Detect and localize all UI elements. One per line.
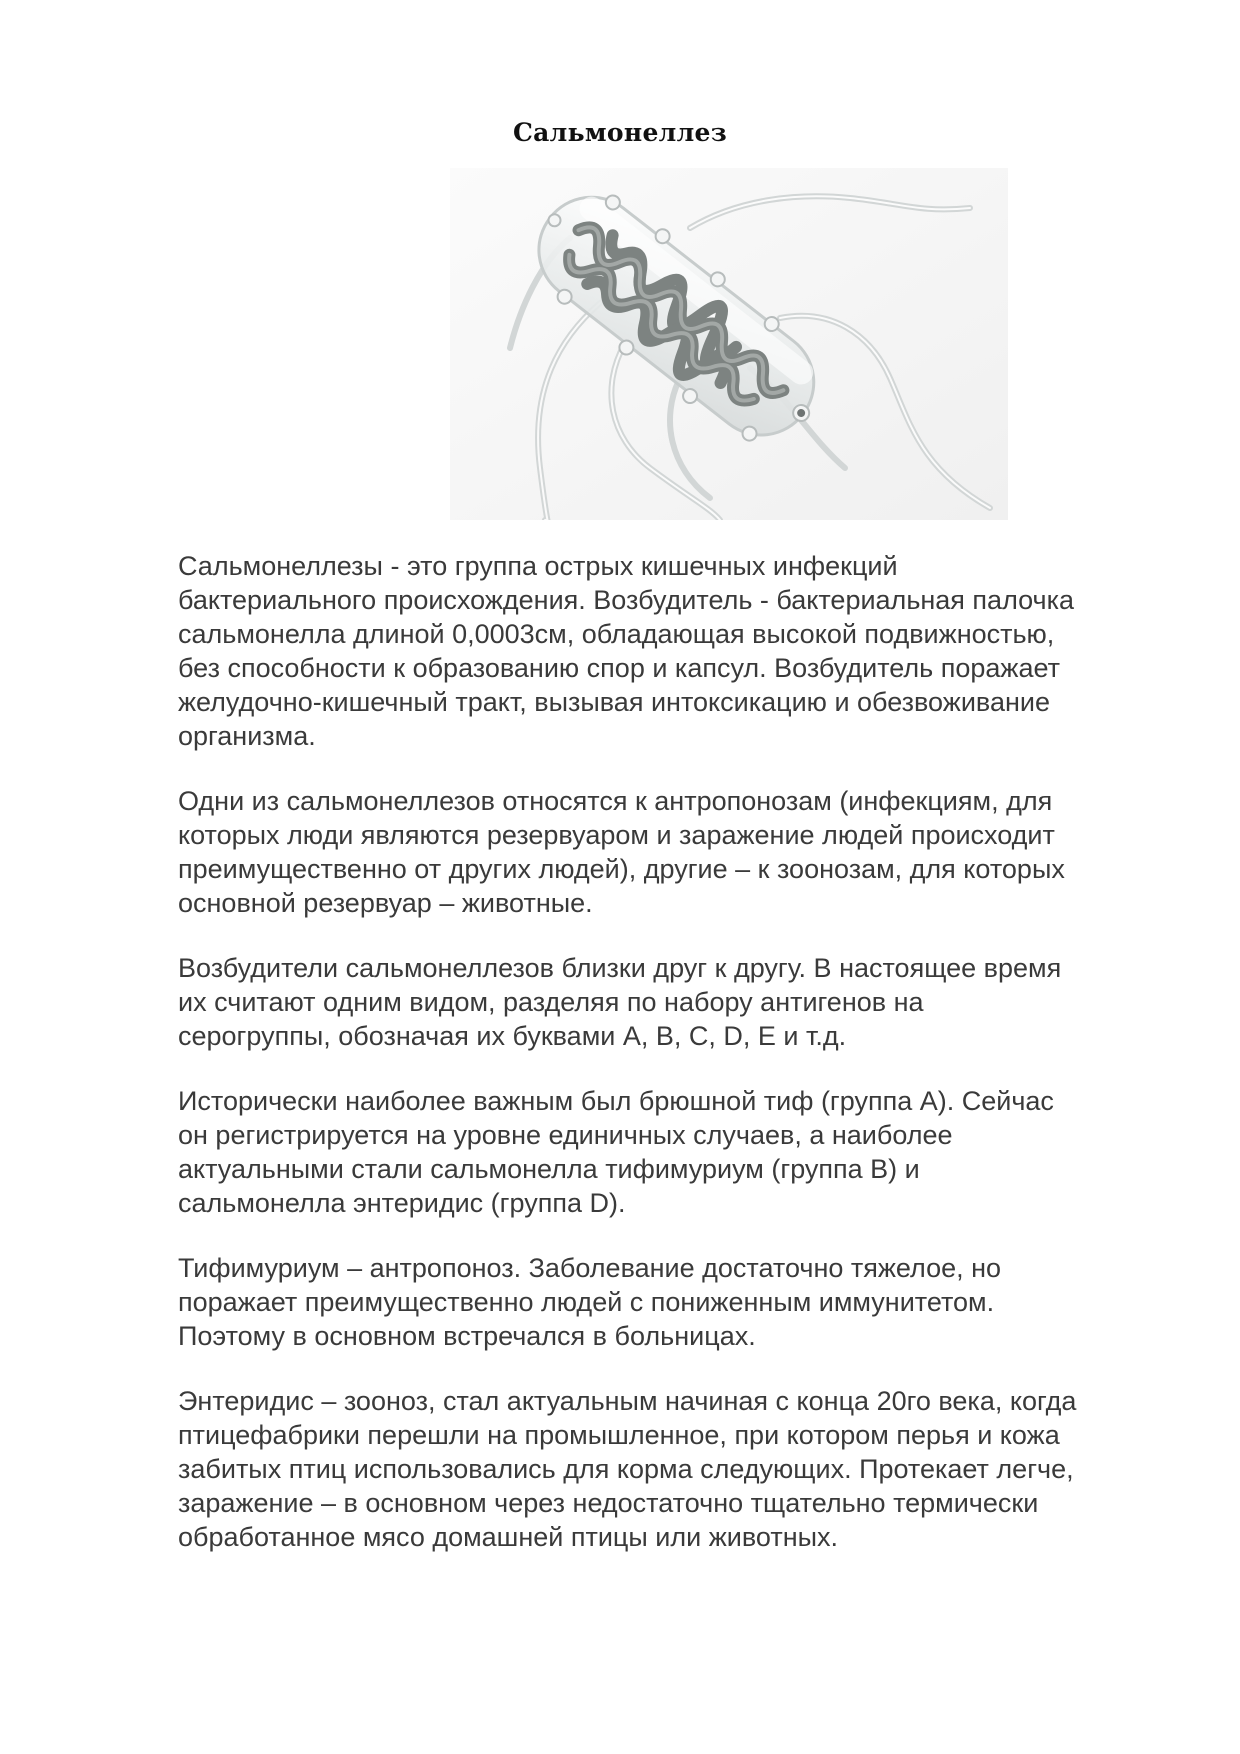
paragraph-line: он регистрируется на уровне единичных случаев, а наиболее [178, 1120, 953, 1150]
paragraph-line: обработанное мясо домашней птицы или животных. [178, 1522, 839, 1552]
paragraph-line: основной резервуар – животные. [178, 888, 593, 918]
salmonella-figure [450, 168, 1008, 520]
paragraph-line: сальмонелла энтеридис (группа D). [178, 1188, 626, 1218]
paragraph-line: организма. [178, 721, 316, 751]
paragraph-line: забитых птиц использовались для корма следующих. Протекает легче, [178, 1454, 1074, 1484]
paragraph-line: Возбудители сальмонеллезов близки друг к другу. В настоящее время [178, 953, 1062, 983]
paragraph-line: без способности к образованию спор и капсул. Возбудитель поражает [178, 653, 1060, 683]
paragraph-line: Одни из сальмонеллезов относятся к антропонозам (инфекциям, для [178, 786, 1053, 816]
salmonella-bacterium-icon [450, 168, 1008, 520]
body-text [178, 549, 1168, 1585]
paragraph-line: серогруппы, обозначая их буквами A, B, C, D, E и т.д. [178, 1021, 847, 1051]
paragraph-line: птицефабрики перешли на промышленное, при котором перья и кожа [178, 1420, 1060, 1450]
paragraph-line: Сальмонеллезы - это группа острых кишечных инфекций [178, 551, 898, 581]
paragraph-line: которых люди являются резервуаром и заражение людей происходит [178, 820, 1055, 850]
paragraph [178, 549, 1168, 753]
paragraph-line: поражает преимущественно людей с пониженным иммунитетом. [178, 1287, 995, 1317]
paragraph-line: их считают одним видом, разделяя по набору антигенов на [178, 987, 924, 1017]
paragraph-line: актуальными стали сальмонелла тифимуриум (группа B) и [178, 1154, 920, 1184]
paragraph-line: Тифимуриум – антропоноз. Заболевание достаточно тяжелое, но [178, 1253, 1002, 1283]
paragraph [178, 784, 1168, 920]
paragraph-line: желудочно-кишечный тракт, вызывая интоксикацию и обезвоживание [178, 687, 1050, 717]
paragraph-line: заражение – в основном через недостаточно тщательно термически [178, 1488, 1039, 1518]
paragraph-line: Поэтому в основном встречался в больницах. [178, 1321, 756, 1351]
paragraph [178, 1384, 1168, 1554]
paragraph [178, 951, 1168, 1053]
paragraph-line: Энтеридис – зооноз, стал актуальным начиная с конца 20го века, когда [178, 1386, 1077, 1416]
paragraph [178, 1084, 1168, 1220]
paragraph-line: Исторически наиболее важным был брюшной тиф (группа A). Сейчас [178, 1086, 1054, 1116]
paragraph-line: сальмонелла длиной 0,0003см, обладающая высокой подвижностью, [178, 619, 1055, 649]
paragraph-line: преимущественно от других людей), другие – к зоонозам, для которых [178, 854, 1065, 884]
page-title: Сальмонеллез [512, 118, 727, 147]
paragraph [178, 1251, 1168, 1353]
paragraph-line: бактериального происхождения. Возбудитель - бактериальная палочка [178, 585, 1075, 615]
